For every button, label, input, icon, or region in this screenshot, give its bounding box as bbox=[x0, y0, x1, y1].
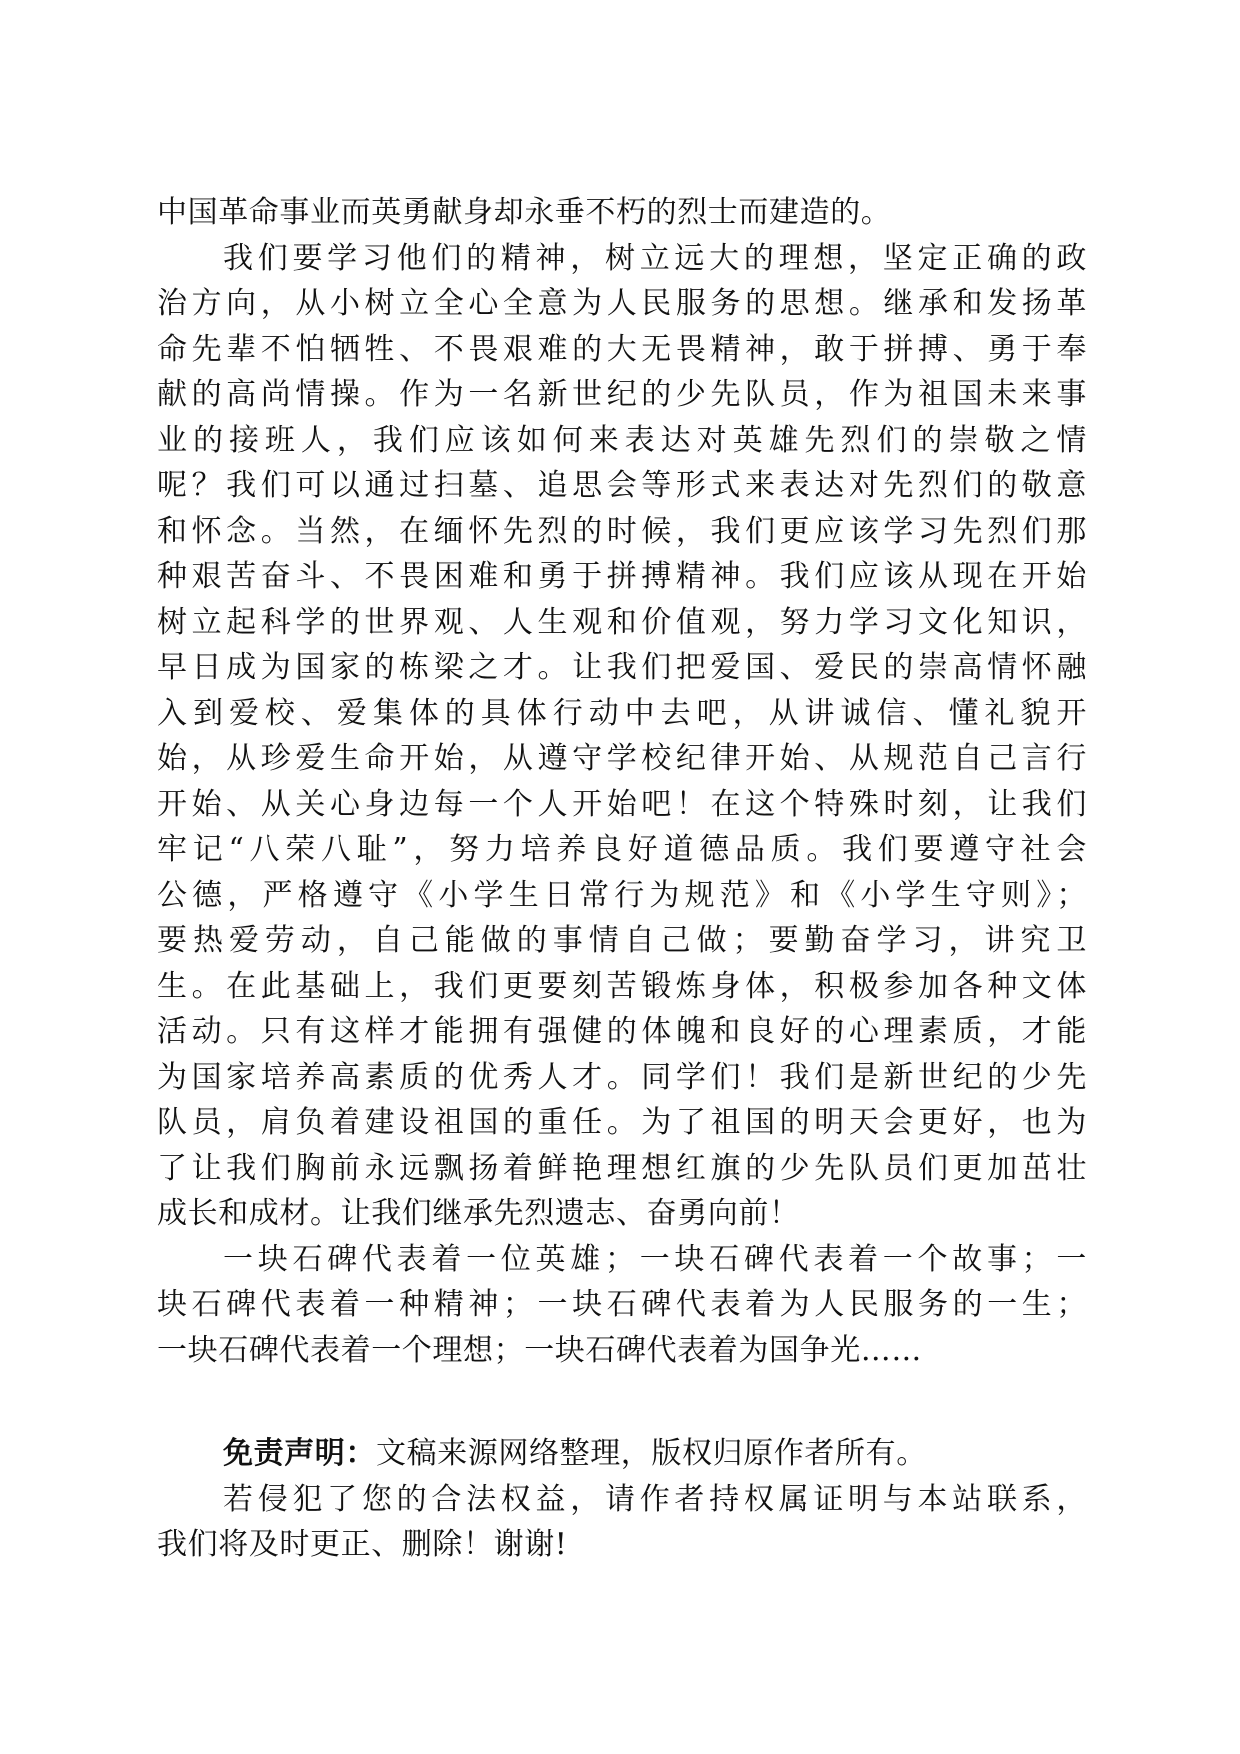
text-line: 呢？我们可以通过扫墓、追思会等形式来表达对先烈们的敬意 bbox=[157, 468, 1087, 503]
text-line: 开始、从关心身边每一个人开始吧！在这个特殊时刻，让我们 bbox=[157, 786, 1087, 822]
disclaimer-block bbox=[157, 1431, 1087, 1568]
disclaimer-text: 文稿来源网络整理，版权归原作者所有。 bbox=[376, 1436, 927, 1471]
text-line: 要热爱劳动，自己能做的事情自己做；要勤奋学习，讲究卫 bbox=[157, 923, 1087, 958]
text-line: 我们要学习他们的精神，树立远大的理想，坚定正确的政 bbox=[223, 240, 1087, 276]
text-line: 业的接班人，我们应该如何来表达对英雄先烈们的崇敬之情 bbox=[157, 422, 1087, 458]
text-line: 为国家培养高素质的优秀人才。同学们！我们是新世纪的少先 bbox=[157, 1059, 1087, 1095]
text-line: 和怀念。当然，在缅怀先烈的时候，我们更应该学习先烈们那 bbox=[157, 513, 1087, 549]
text-line: 治方向，从小树立全心全意为人民服务的思想。继承和发扬革 bbox=[157, 286, 1087, 321]
text-line: 中国革命事业而英勇献身却永垂不朽的烈士而建造的。 bbox=[157, 195, 892, 230]
text-line: 了让我们胸前永远飘扬着鲜艳理想红旗的少先队员们更加茁壮 bbox=[157, 1150, 1087, 1186]
text-line: 牢记“八荣八耻”，努力培养良好道德品质。我们要遵守社会 bbox=[157, 832, 1087, 867]
paragraph-stone-tablets bbox=[157, 1237, 1087, 1374]
disclaimer-label: 免责声明： bbox=[223, 1436, 376, 1471]
text-line: 队员，肩负着建设祖国的重任。为了祖国的明天会更好，也为 bbox=[157, 1105, 1087, 1140]
disclaimer-line bbox=[157, 1431, 1087, 1477]
text-line: 早日成为国家的栋梁之才。让我们把爱国、爱民的崇高情怀融 bbox=[157, 650, 1087, 685]
text-line: 种艰苦奋斗、不畏困难和勇于拼搏精神。我们应该从现在开始 bbox=[157, 559, 1087, 594]
text-line: 若侵犯了您的合法权益，请作者持权属证明与本站联系， bbox=[223, 1481, 1087, 1517]
text-line: 活动。只有这样才能拥有强健的体魄和良好的心理素质，才能 bbox=[157, 1014, 1087, 1049]
text-line: 成长和成材。让我们继承先烈遗志、奋勇向前！ bbox=[157, 1196, 800, 1231]
text-line: 块石碑代表着一种精神；一块石碑代表着为人民服务的一生； bbox=[157, 1287, 1087, 1322]
text-line: 生。在此基础上，我们更要刻苦锻炼身体，积极参加各种文体 bbox=[157, 968, 1087, 1004]
text-line: 始，从珍爱生命开始，从遵守学校纪律开始、从规范自己言行 bbox=[157, 741, 1087, 776]
text-line: 命先辈不怕牺牲、不畏艰难的大无畏精神，敢于拼搏、勇于奉 bbox=[157, 331, 1087, 367]
text-line: 我们将及时更正、删除！谢谢! bbox=[157, 1527, 568, 1562]
section-gap bbox=[157, 1373, 1087, 1431]
text-line: 入到爱校、爱集体的具体行动中去吧，从讲诚信、懂礼貌开 bbox=[157, 695, 1087, 731]
text-line: 一块石碑代表着一位英雄；一块石碑代表着一个故事；一 bbox=[223, 1241, 1087, 1277]
text-line: 献的高尚情操。作为一名新世纪的少先队员，作为祖国未来事 bbox=[157, 377, 1087, 412]
text-line: 一块石碑代表着一个理想；一块石碑代表着为国争光…… bbox=[157, 1332, 922, 1368]
paragraph-continuation bbox=[157, 190, 1087, 236]
text-line: 公德，严格遵守《小学生日常行为规范》和《小学生守则》； bbox=[157, 877, 1087, 913]
paragraph-study-spirit bbox=[157, 236, 1087, 1237]
text-line: 树立起科学的世界观、人生观和价值观，努力学习文化知识， bbox=[157, 604, 1087, 640]
document-body bbox=[157, 190, 1087, 1568]
